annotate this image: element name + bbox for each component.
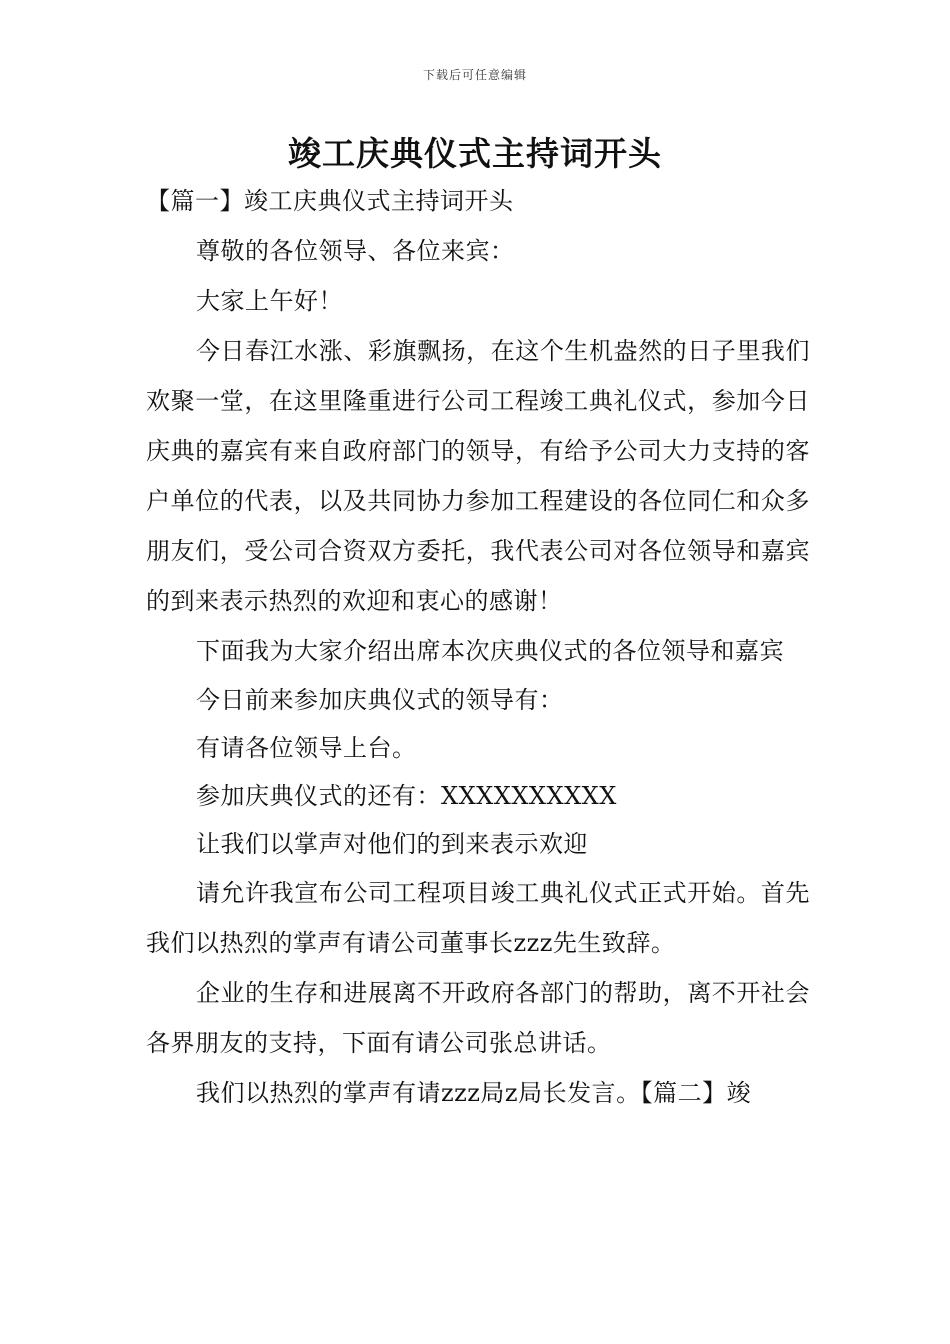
document-body bbox=[146, 176, 810, 1118]
paragraph-other-guests: 参加庆典仪式的还有：XXXXXXXXXX bbox=[196, 782, 617, 810]
paragraph-bureau-speech: 我们以热烈的掌声有请zzz局z局长发言。【篇二】竣 bbox=[196, 1079, 752, 1107]
paragraph-support: 企业的生存和进展离不开政府各部门的帮助，离不开社会各界朋友的支持，下面有请公司张总讲话。 bbox=[146, 979, 810, 1057]
paragraph-ceremony-start: 请允许我宣布公司工程项目竣工典礼仪式正式开始。首先我们以热烈的掌声有请公司董事长zzz先生致辞。 bbox=[146, 879, 810, 957]
paragraph-invite-leaders: 有请各位领导上台。 bbox=[196, 734, 417, 762]
section-heading: 【篇一】竣工庆典仪式主持词开头 bbox=[146, 187, 514, 215]
header-note: 下载后可任意编辑 bbox=[422, 68, 527, 82]
paragraph-welcome: 今日春江水涨、彩旗飘扬，在这个生机盎然的日子里我们欢聚一堂，在这里隆重进行公司工程竣工典礼仪式，参加今日庆典的嘉宾有来自政府部门的领导，有给予公司大力支持的客户单位的代表，以及共同协力参加工程建设的各位同仁和众多朋友们，受公司合资双方委托，我代表公司对各位领导和嘉宾的到来表示热烈的欢迎和衷心的感谢！ bbox=[146, 337, 810, 615]
paragraph-introduction: 下面我为大家介绍出席本次庆典仪式的各位领导和嘉宾 bbox=[196, 637, 784, 665]
paragraph-applause: 让我们以掌声对他们的到来表示欢迎 bbox=[196, 830, 588, 858]
paragraph-greeting: 尊敬的各位领导、各位来宾： bbox=[196, 237, 515, 265]
paragraph-good-morning: 大家上午好！ bbox=[196, 287, 343, 315]
paragraph-leaders: 今日前来参加庆典仪式的领导有： bbox=[196, 686, 564, 714]
document-title: 竣工庆典仪式主持词开头 bbox=[288, 134, 662, 173]
